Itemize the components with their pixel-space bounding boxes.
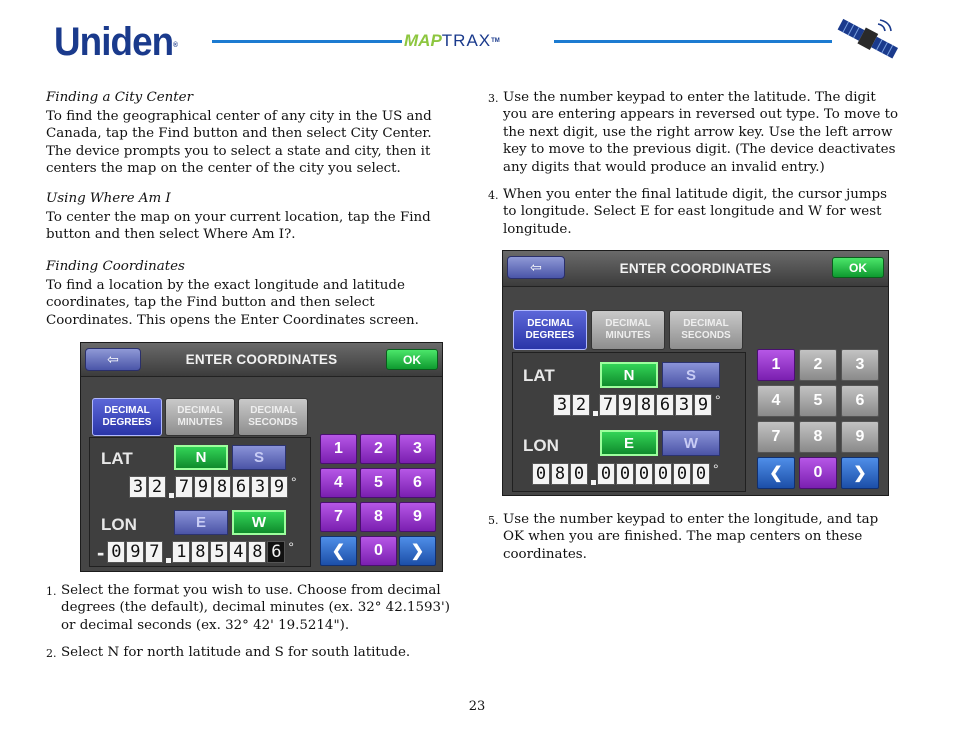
keypad-8[interactable]: 8 [360, 502, 397, 532]
tab-decimal-seconds[interactable]: DECIMAL SECONDS [669, 310, 743, 350]
screen-title: ENTER COORDINATES [619, 261, 772, 276]
longitude-digits[interactable]: 0 8 0 0 0 0 0 0 0 ° [532, 463, 719, 485]
keypad-4[interactable]: 4 [757, 385, 795, 417]
header-rule-left [212, 40, 402, 43]
left-arrow-key[interactable] [320, 536, 357, 566]
paragraph-where-am-i: To center the map on your current location, tap the Find button and then select Where Am I?. [46, 210, 431, 243]
keypad-9[interactable]: 9 [841, 421, 879, 453]
page-number: 23 [468, 699, 486, 714]
keypad-2[interactable]: 2 [360, 434, 397, 464]
satellite-icon [834, 18, 906, 64]
section-heading-coordinates: Finding Coordinates [46, 259, 185, 274]
uniden-logo: Uniden® [54, 20, 178, 64]
lon-label: LON [101, 515, 137, 534]
paragraph-city-center: To find the geographical center of any city in the US and Canada, tap the Find button and then select City Center. The device prompts you to select a state and city, then it centers the map on the center of the city you select. [46, 109, 432, 177]
north-button[interactable]: N [600, 362, 658, 388]
keypad-3[interactable]: 3 [399, 434, 436, 464]
latitude-digits[interactable]: 3 2 7 9 8 6 3 9 ° [553, 394, 721, 416]
tab-decimal-minutes[interactable]: DECIMAL MINUTES [591, 310, 665, 350]
section-heading-city-center: Finding a City Center [46, 90, 193, 105]
back-arrow-icon: ⇦ [107, 351, 119, 367]
west-button[interactable]: W [232, 510, 286, 535]
north-button[interactable]: N [174, 445, 228, 470]
tab-decimal-minutes[interactable]: DECIMAL MINUTES [165, 398, 235, 436]
step-2: 2. Select N for north latitude and S for south latitude. [46, 645, 411, 660]
west-button[interactable]: W [662, 430, 720, 456]
tab-decimal-degrees[interactable]: DECIMAL DEGREES [513, 310, 587, 350]
east-button[interactable]: E [174, 510, 228, 535]
step-3: 3. Use the number keypad to enter the latitude. The digit you are entering appears in reversed out type. To move to the next digit, use the right arrow key. Use the left arrow key to move to the previous digit. (The device deactivates any digits that would produce an invalid entry.) [488, 90, 899, 175]
lat-label: LAT [523, 366, 555, 385]
enter-coordinates-screen-1 [80, 342, 443, 572]
paragraph-coordinates: To find a location by the exact longitude and latitude coordinates, tap the Find button and then select Coordinates. This opens the Enter Coordinates screen. [46, 278, 419, 328]
chevron-left-icon: ❮ [769, 465, 783, 482]
header-rule-right [554, 40, 832, 43]
step-1: 1. Select the format you wish to use. Choose from decimal degrees (the default), decimal minutes (ex. 32° 42.1593') or decimal seconds (ex. 32° 42' 19.5214"). [46, 583, 450, 633]
ok-button[interactable]: OK [386, 349, 438, 370]
left-arrow-key[interactable] [757, 457, 795, 489]
screen-title-bar [503, 251, 888, 287]
chevron-right-icon: ❯ [410, 543, 425, 560]
lon-label: LON [523, 436, 559, 455]
back-arrow-icon: ⇦ [530, 259, 542, 275]
step-5: 5. Use the number keypad to enter the longitude, and tap OK when you are finished. The map centers on these coordinates. [488, 512, 879, 562]
screen-title-bar [81, 343, 442, 377]
tab-decimal-degrees[interactable]: DECIMAL DEGREES [92, 398, 162, 436]
keypad-7[interactable]: 7 [757, 421, 795, 453]
keypad-0[interactable]: 0 [360, 536, 397, 566]
keypad-5[interactable]: 5 [360, 468, 397, 498]
step-4: 4. When you enter the final latitude digit, the cursor jumps to longitude. Select E for east longitude and W for west longitude. [488, 187, 887, 237]
maptrax-logo: MAPTRAX™ [404, 31, 500, 50]
keypad-1[interactable]: 1 [757, 349, 795, 381]
keypad-7[interactable]: 7 [320, 502, 357, 532]
keypad-9[interactable]: 9 [399, 502, 436, 532]
east-button[interactable]: E [600, 430, 658, 456]
enter-coordinates-screen-2 [502, 250, 889, 496]
chevron-left-icon: ❮ [331, 543, 346, 560]
screen-title: ENTER COORDINATES [185, 352, 338, 367]
latitude-digits[interactable]: 3 2 7 9 8 6 3 9 ° [129, 476, 297, 498]
keypad-8[interactable]: 8 [799, 421, 837, 453]
south-button[interactable]: S [662, 362, 720, 388]
longitude-digits[interactable]: - 0 9 7 1 8 5 4 8 6 ° [97, 539, 294, 565]
keypad-3[interactable]: 3 [841, 349, 879, 381]
keypad-1[interactable]: 1 [320, 434, 357, 464]
keypad-4[interactable]: 4 [320, 468, 357, 498]
section-heading-where-am-i: Using Where Am I [46, 191, 171, 206]
keypad-2[interactable]: 2 [799, 349, 837, 381]
keypad-6[interactable]: 6 [399, 468, 436, 498]
keypad-0[interactable]: 0 [799, 457, 837, 489]
ok-button[interactable]: OK [832, 257, 884, 278]
right-arrow-key[interactable] [399, 536, 436, 566]
south-button[interactable]: S [232, 445, 286, 470]
keypad-6[interactable]: 6 [841, 385, 879, 417]
tab-decimal-seconds[interactable]: DECIMAL SECONDS [238, 398, 308, 436]
lat-label: LAT [101, 449, 133, 468]
keypad-5[interactable]: 5 [799, 385, 837, 417]
right-arrow-key[interactable] [841, 457, 879, 489]
chevron-right-icon: ❯ [853, 465, 867, 482]
